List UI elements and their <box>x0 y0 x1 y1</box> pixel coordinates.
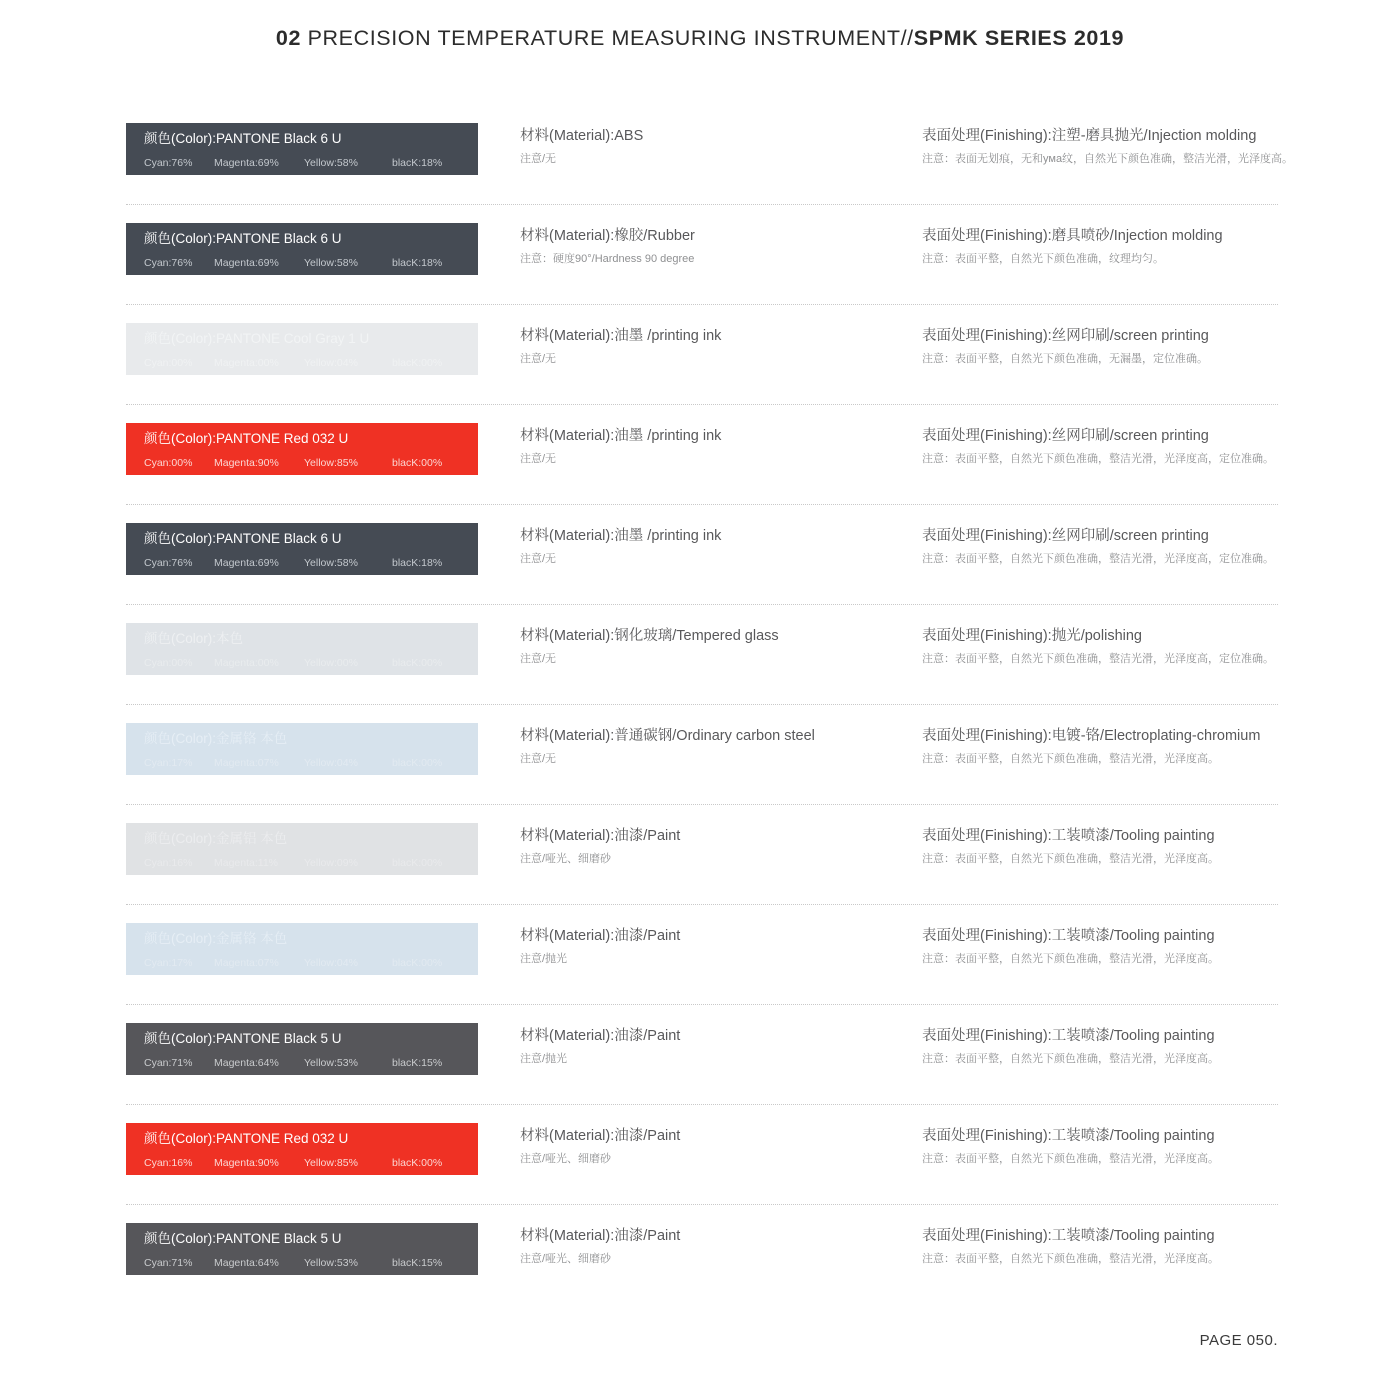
cmyk-cyan: Cyan:71% <box>144 1057 193 1069</box>
color-name: 颜色(Color):PANTONE Red 032 U <box>144 1131 349 1146</box>
cmyk-black: blacK:00% <box>392 1157 443 1169</box>
material-note: 注意/无 <box>520 753 557 765</box>
material-note: 注意/无 <box>520 653 557 665</box>
material-text: 材料(Material):油墨 /printing ink <box>520 528 722 544</box>
cmyk-black: blacK:18% <box>392 257 443 269</box>
color-swatch[interactable] <box>126 1223 478 1275</box>
material-column <box>520 927 910 967</box>
cmyk-cyan: Cyan:16% <box>144 857 193 869</box>
finishing-note: 注意：表面平整，自然光下颜色准确，纹理均匀。 <box>922 253 1164 265</box>
cmyk-cyan: Cyan:76% <box>144 257 193 269</box>
finishing-note: 注意：表面平整，自然光下颜色准确，整洁光滑，光泽度高。 <box>922 1253 1219 1265</box>
finishing-column <box>922 827 1282 867</box>
cmyk-black: blacK:00% <box>392 457 443 469</box>
cmyk-black: blacK:00% <box>392 957 443 969</box>
cmyk-cyan: Cyan:76% <box>144 157 193 169</box>
finishing-note: 注意：表面无划痕，无和ума纹，自然光下颜色准确，整洁光滑，光泽度高。 <box>922 153 1294 165</box>
material-text: 材料(Material):油漆/Paint <box>520 928 681 944</box>
finishing-text: 表面处理(Finishing):丝网印刷/screen printing <box>922 528 1209 544</box>
finishing-column <box>922 1027 1282 1067</box>
cmyk-cyan: Cyan:71% <box>144 1257 193 1269</box>
finishing-note: 注意：表面平整，自然光下颜色准确，整洁光滑，光泽度高。 <box>922 1053 1219 1065</box>
material-note: 注意/无 <box>520 453 557 465</box>
cmyk-magenta: Magenta:64% <box>214 1257 279 1269</box>
finishing-column <box>922 1227 1282 1267</box>
color-name: 颜色(Color):PANTONE Red 032 U <box>144 431 349 446</box>
cmyk-values <box>126 1253 478 1273</box>
cmyk-yellow: Yellow:53% <box>304 1057 358 1069</box>
finishing-column <box>922 327 1282 367</box>
material-text: 材料(Material):油墨 /printing ink <box>520 428 722 444</box>
material-note: 注意/哑光、细磨砂 <box>520 853 612 865</box>
finishing-text: 表面处理(Finishing):丝网印刷/screen printing <box>922 328 1209 344</box>
color-name: 颜色(Color):金属铬 本色 <box>144 731 288 746</box>
cmyk-yellow: Yellow:09% <box>304 857 358 869</box>
cmyk-magenta: Magenta:00% <box>214 657 279 669</box>
table-row <box>126 505 1278 605</box>
finishing-text: 表面处理(Finishing):工装喷漆/Tooling painting <box>922 1128 1215 1144</box>
finishing-note: 注意：表面平整，自然光下颜色准确，整洁光滑，光泽度高，定位准确。 <box>922 553 1274 565</box>
finishing-text: 表面处理(Finishing):注塑-磨具抛光/Injection molding <box>922 128 1257 144</box>
cmyk-magenta: Magenta:69% <box>214 157 279 169</box>
finishing-note: 注意：表面平整，自然光下颜色准确，无漏墨，定位准确。 <box>922 353 1208 365</box>
table-row <box>126 1205 1278 1305</box>
table-row <box>126 205 1278 305</box>
cmyk-cyan: Cyan:00% <box>144 657 193 669</box>
cmyk-cyan: Cyan:00% <box>144 457 193 469</box>
cmyk-magenta: Magenta:90% <box>214 457 279 469</box>
color-swatch[interactable] <box>126 323 478 375</box>
material-column <box>520 627 910 667</box>
color-swatch[interactable] <box>126 523 478 575</box>
finishing-note: 注意：表面平整，自然光下颜色准确，整洁光滑，光泽度高。 <box>922 953 1219 965</box>
material-column <box>520 827 910 867</box>
finishing-column <box>922 927 1282 967</box>
color-swatch[interactable] <box>126 423 478 475</box>
cmyk-values <box>126 553 478 573</box>
material-note: 注意/无 <box>520 153 557 165</box>
material-column <box>520 327 910 367</box>
cmyk-magenta: Magenta:00% <box>214 357 279 369</box>
finishing-note: 注意：表面平整，自然光下颜色准确，整洁光滑，光泽度高，定位准确。 <box>922 653 1274 665</box>
cmyk-magenta: Magenta:90% <box>214 1157 279 1169</box>
cmyk-cyan: Cyan:17% <box>144 957 193 969</box>
cmyk-values <box>126 453 478 473</box>
cmyk-magenta: Magenta:07% <box>214 757 279 769</box>
table-row <box>126 905 1278 1005</box>
cmyk-black: blacK:00% <box>392 857 443 869</box>
color-name: 颜色(Color):金属铝 本色 <box>144 831 288 846</box>
cmyk-magenta: Magenta:69% <box>214 257 279 269</box>
table-row <box>126 405 1278 505</box>
header-title: PRECISION TEMPERATURE MEASURING INSTRUMENT// <box>301 26 914 50</box>
material-text: 材料(Material):钢化玻璃/Tempered glass <box>520 628 779 644</box>
finishing-column <box>922 127 1294 167</box>
cmyk-cyan: Cyan:16% <box>144 1157 193 1169</box>
material-text: 材料(Material):橡胶/Rubber <box>520 228 695 244</box>
color-swatch[interactable] <box>126 1123 478 1175</box>
finishing-text: 表面处理(Finishing):抛光/polishing <box>922 628 1142 644</box>
finishing-note: 注意：表面平整，自然光下颜色准确，整洁光滑，光泽度高。 <box>922 853 1219 865</box>
material-note: 注意/无 <box>520 353 557 365</box>
material-column <box>520 527 910 567</box>
cmyk-values <box>126 153 478 173</box>
finishing-column <box>922 627 1282 667</box>
material-text: 材料(Material):油漆/Paint <box>520 1128 681 1144</box>
material-text: 材料(Material):油漆/Paint <box>520 828 681 844</box>
cmyk-cyan: Cyan:00% <box>144 357 193 369</box>
material-column <box>520 227 910 267</box>
color-name: 颜色(Color):PANTONE Black 5 U <box>144 1231 342 1246</box>
table-row <box>126 805 1278 905</box>
material-note: 注意/无 <box>520 553 557 565</box>
finishing-note: 注意：表面平整，自然光下颜色准确，整洁光滑，光泽度高。 <box>922 753 1219 765</box>
page-number: PAGE 050. <box>1199 1332 1278 1349</box>
material-note: 注意/哑光、细磨砂 <box>520 1253 612 1265</box>
color-name: 颜色(Color):PANTONE Black 6 U <box>144 131 342 146</box>
cmyk-black: blacK:18% <box>392 557 443 569</box>
cmyk-yellow: Yellow:58% <box>304 557 358 569</box>
table-row <box>126 1005 1278 1105</box>
color-swatch[interactable] <box>126 123 478 175</box>
cmyk-yellow: Yellow:04% <box>304 757 358 769</box>
cmyk-magenta: Magenta:64% <box>214 1057 279 1069</box>
cmyk-values <box>126 1053 478 1073</box>
finishing-note: 注意：表面平整，自然光下颜色准确，整洁光滑，光泽度高。 <box>922 1153 1219 1165</box>
finishing-column <box>922 227 1282 267</box>
finishing-note: 注意：表面平整，自然光下颜色准确，整洁光滑，光泽度高，定位准确。 <box>922 453 1274 465</box>
table-row <box>126 105 1294 205</box>
color-name: 颜色(Color):PANTONE Black 6 U <box>144 231 342 246</box>
material-column <box>520 427 910 467</box>
material-column <box>520 1227 910 1267</box>
cmyk-yellow: Yellow:58% <box>304 157 358 169</box>
material-text: 材料(Material):油漆/Paint <box>520 1228 681 1244</box>
finishing-text: 表面处理(Finishing):丝网印刷/screen printing <box>922 428 1209 444</box>
color-swatch[interactable] <box>126 823 478 875</box>
cmyk-values <box>126 353 478 373</box>
material-text: 材料(Material):普通碳钢/Ordinary carbon steel <box>520 728 815 744</box>
material-text: 材料(Material):ABS <box>520 128 644 144</box>
page-header <box>0 26 1400 51</box>
table-row <box>126 605 1278 705</box>
cmyk-magenta: Magenta:07% <box>214 957 279 969</box>
cmyk-values <box>126 653 478 673</box>
cmyk-values <box>126 753 478 773</box>
color-name: 颜色(Color):本色 <box>144 631 244 646</box>
material-column <box>520 727 910 767</box>
finishing-text: 表面处理(Finishing):工装喷漆/Tooling painting <box>922 928 1215 944</box>
table-row <box>126 1105 1278 1205</box>
finishing-text: 表面处理(Finishing):磨具喷砂/Injection molding <box>922 228 1223 244</box>
cmyk-magenta: Magenta:11% <box>214 857 279 869</box>
header-series: SPMK SERIES 2019 <box>913 26 1125 50</box>
color-name: 颜色(Color):PANTONE Black 5 U <box>144 1031 342 1046</box>
finishing-column <box>922 727 1282 767</box>
table-row <box>126 305 1278 405</box>
cmyk-yellow: Yellow:04% <box>304 957 358 969</box>
cmyk-black: blacK:15% <box>392 1257 443 1269</box>
color-swatch[interactable] <box>126 923 478 975</box>
cmyk-black: blacK:00% <box>392 657 443 669</box>
cmyk-magenta: Magenta:69% <box>214 557 279 569</box>
material-column <box>520 127 910 167</box>
material-note: 注意/抛光 <box>520 953 568 965</box>
cmyk-values <box>126 253 478 273</box>
cmyk-yellow: Yellow:85% <box>304 457 358 469</box>
material-note: 注意/哑光、细磨砂 <box>520 1153 612 1165</box>
cmyk-values <box>126 953 478 973</box>
cmyk-black: blacK:18% <box>392 157 443 169</box>
finishing-text: 表面处理(Finishing):工装喷漆/Tooling painting <box>922 1028 1215 1044</box>
cmyk-black: blacK:15% <box>392 1057 443 1069</box>
cmyk-cyan: Cyan:17% <box>144 757 193 769</box>
color-name: 颜色(Color):金属铬 本色 <box>144 931 288 946</box>
color-name: 颜色(Color):PANTONE Cool Gray 1 U <box>144 331 370 346</box>
cmyk-black: blacK:00% <box>392 757 443 769</box>
material-note: 注意/抛光 <box>520 1053 568 1065</box>
cmyk-cyan: Cyan:76% <box>144 557 193 569</box>
finishing-text: 表面处理(Finishing):电镀-铬/Electroplating-chromium <box>922 728 1261 744</box>
color-name: 颜色(Color):PANTONE Black 6 U <box>144 531 342 546</box>
color-swatch[interactable] <box>126 623 478 675</box>
finishing-text: 表面处理(Finishing):工装喷漆/Tooling painting <box>922 1228 1215 1244</box>
material-note: 注意：硬度90°/Hardness 90 degree <box>520 253 695 265</box>
color-swatch[interactable] <box>126 1023 478 1075</box>
spec-table <box>126 105 1294 1305</box>
material-text: 材料(Material):油漆/Paint <box>520 1028 681 1044</box>
cmyk-yellow: Yellow:85% <box>304 1157 358 1169</box>
cmyk-yellow: Yellow:58% <box>304 257 358 269</box>
header-number: 02 <box>275 26 302 50</box>
finishing-column <box>922 1127 1282 1167</box>
cmyk-values <box>126 1153 478 1173</box>
finishing-text: 表面处理(Finishing):工装喷漆/Tooling painting <box>922 828 1215 844</box>
cmyk-values <box>126 853 478 873</box>
cmyk-yellow: Yellow:04% <box>304 357 358 369</box>
material-column <box>520 1027 910 1067</box>
material-column <box>520 1127 910 1167</box>
table-row <box>126 705 1278 805</box>
material-text: 材料(Material):油墨 /printing ink <box>520 328 722 344</box>
finishing-column <box>922 427 1282 467</box>
color-swatch[interactable] <box>126 223 478 275</box>
cmyk-black: blacK:00% <box>392 357 443 369</box>
finishing-column <box>922 527 1282 567</box>
color-swatch[interactable] <box>126 723 478 775</box>
cmyk-yellow: Yellow:53% <box>304 1257 358 1269</box>
cmyk-yellow: Yellow:00% <box>304 657 358 669</box>
